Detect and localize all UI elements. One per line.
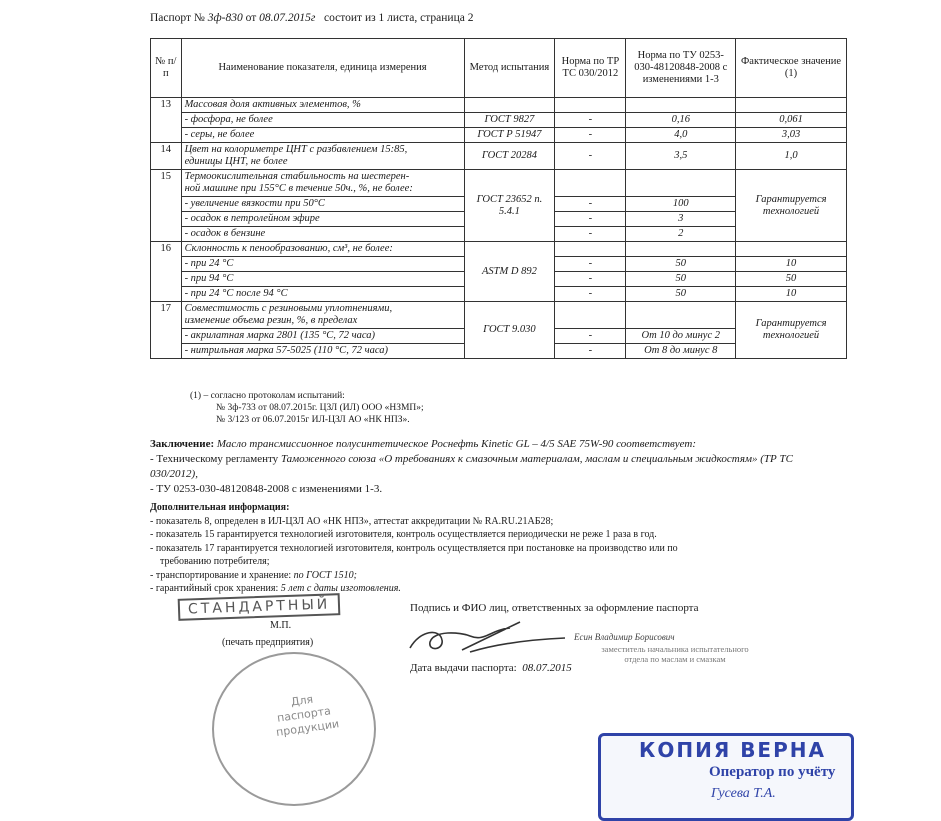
seal-label: (печать предприятия): [222, 637, 314, 648]
table-row: - осадок в петролейном эфире - 3: [151, 212, 847, 227]
table-row: 17 Совместимость с резиновыми уплотнениями, изменение объема резин, %, в пределах ГОСТ 9.030 Гарантируется технологией: [151, 302, 847, 329]
table-row: - акрилатная марка 2801 (135 °С, 72 часа) - От 10 до минус 2: [151, 329, 847, 344]
copy-stamp-role: Оператор по учёту: [709, 764, 836, 780]
table-header-row: [151, 39, 847, 98]
table-row: - фосфора, не более ГОСТ 9827 - 0,16 0,061: [151, 113, 847, 128]
signer-name: Есин Владимир Борисович: [574, 632, 675, 642]
list-item: - гарантийный срок хранения: 5 лет с даты изготовления.: [150, 583, 401, 594]
copy-stamp-title: КОПИЯ ВЕРНА: [639, 738, 826, 762]
standard-stamp: СТАНДАРТНЫЙ: [178, 593, 341, 621]
signer-position: заместитель начальника испытательного отдела по маслам и смазкам: [601, 644, 749, 664]
col-header-norm-tu: Норма по ТУ 0253-030-48120848-2008 с изменениями 1-3: [626, 39, 736, 98]
col-header-num: № п/п: [151, 39, 182, 98]
copy-stamp-name: Гусева Т.А.: [711, 786, 776, 801]
issue-date: Дата выдачи паспорта: 08.07.2015: [410, 662, 572, 674]
round-seal-stamp: [212, 652, 376, 806]
table-row: - увеличение вязкости при 50°С - 100: [151, 197, 847, 212]
table-row: 14 Цвет на колориметре ЦНТ с разбавлением 15:85, единицы ЦНТ, не более ГОСТ 20284 - 3,5 1,0: [151, 143, 847, 170]
table-row: - серы, не более ГОСТ Р 51947 - 4,0 3,03: [151, 128, 847, 143]
passport-header: Паспорт № 3ф-830 от 08.07.2015г состоит из 1 листа, страница 2: [150, 12, 474, 24]
copy-verified-stamp: [598, 733, 854, 821]
table-row: - нитрильная марка 57-5025 (110 °С, 72 часа) - От 8 до минус 8: [151, 344, 847, 359]
round-seal-text: Для паспорта продукции: [275, 692, 340, 739]
col-header-name: Наименование показателя, единица измерения: [181, 39, 464, 98]
table-row: 16 Склонность к пенообразованию, см³, не более: ASTM D 892: [151, 242, 847, 257]
table-row: - при 94 °С - 50 50: [151, 272, 847, 287]
col-header-norm-tr: Норма по ТР ТС 030/2012: [555, 39, 626, 98]
passport-number: 3ф-830: [207, 12, 243, 24]
col-header-actual: Фактическое значение (1): [736, 39, 847, 98]
passport-date: 08.07.2015г: [259, 12, 316, 24]
table-row: 15 Термоокислительная стабильность на шестерен- ной машине при 155°С в течение 50ч., %, не более: ГОСТ 23652 п. 5.4.1 Гарантируется технологией: [151, 170, 847, 197]
table-row: 13 Массовая доля активных элементов, %: [151, 98, 847, 113]
table-row: - при 24 °С - 50 10: [151, 257, 847, 272]
list-item: - показатель 15 гарантируется технологией изготовителя, контроль осуществляется периодически не реже 1 раза в год.: [150, 529, 657, 540]
footnote: (1) – согласно протоколам испытаний: № 3ф-733 от 08.07.2015г. ЦЗЛ (ИЛ) ООО «НЗМП»; № 3/123 от 06.07.2015г ИЛ-ЦЗЛ АО «НК НПЗ».: [190, 391, 424, 425]
indicators-table: [150, 38, 847, 359]
conclusion: Заключение: Масло трансмиссионное полусинтетическое Роснефть Kinetic GL – 4/5 SAE 75W-90 соответствует: - Техническому регламенту Таможенного союза «О требованиях к смазочным материалам, маслам и специальным жидкостям» (ТР ТС 030/2012), - ТУ 0253-030-48120848-2008 с изменениями 1-3.: [150, 438, 793, 495]
list-item: - транспортирование и хранение: по ГОСТ 1510;: [150, 569, 358, 581]
table-row: - при 24 °С после 94 °С - 50 10: [151, 287, 847, 302]
additional-info: Дополнительная информация: - показатель 8, определен в ИЛ-ЦЗЛ АО «НК НПЗ», аттестат аккредитации № RA.RU.21АБ28; - показатель 15 гарантируется технологией изготовителя, контроль осуществляется периодически не реже 1 раза в год. - показатель 17 гарантируется технологией изготовителя, контроль осуществляется при постановке на производство или по требованию потребителя; - транспортирование и хранение: по ГОСТ 1510; - гарантийный срок хранения: 5 лет с даты изготовления.: [150, 501, 840, 596]
handwritten-signature-icon: [400, 610, 580, 660]
table-row: - осадок в бензине - 2: [151, 227, 847, 242]
list-item: требованию потребителя;: [160, 556, 270, 567]
col-header-method: Метод испытания: [464, 39, 555, 98]
signature-label: Подпись и ФИО лиц, ответственных за оформление паспорта: [410, 602, 699, 614]
mp-label: М.П.: [270, 620, 292, 631]
list-item: - показатель 17 гарантируется технологией изготовителя, контроль осуществляется при постановке на производство или по: [150, 542, 678, 554]
list-item: - показатель 8, определен в ИЛ-ЦЗЛ АО «НК НПЗ», аттестат аккредитации № RA.RU.21АБ28;: [150, 515, 554, 527]
